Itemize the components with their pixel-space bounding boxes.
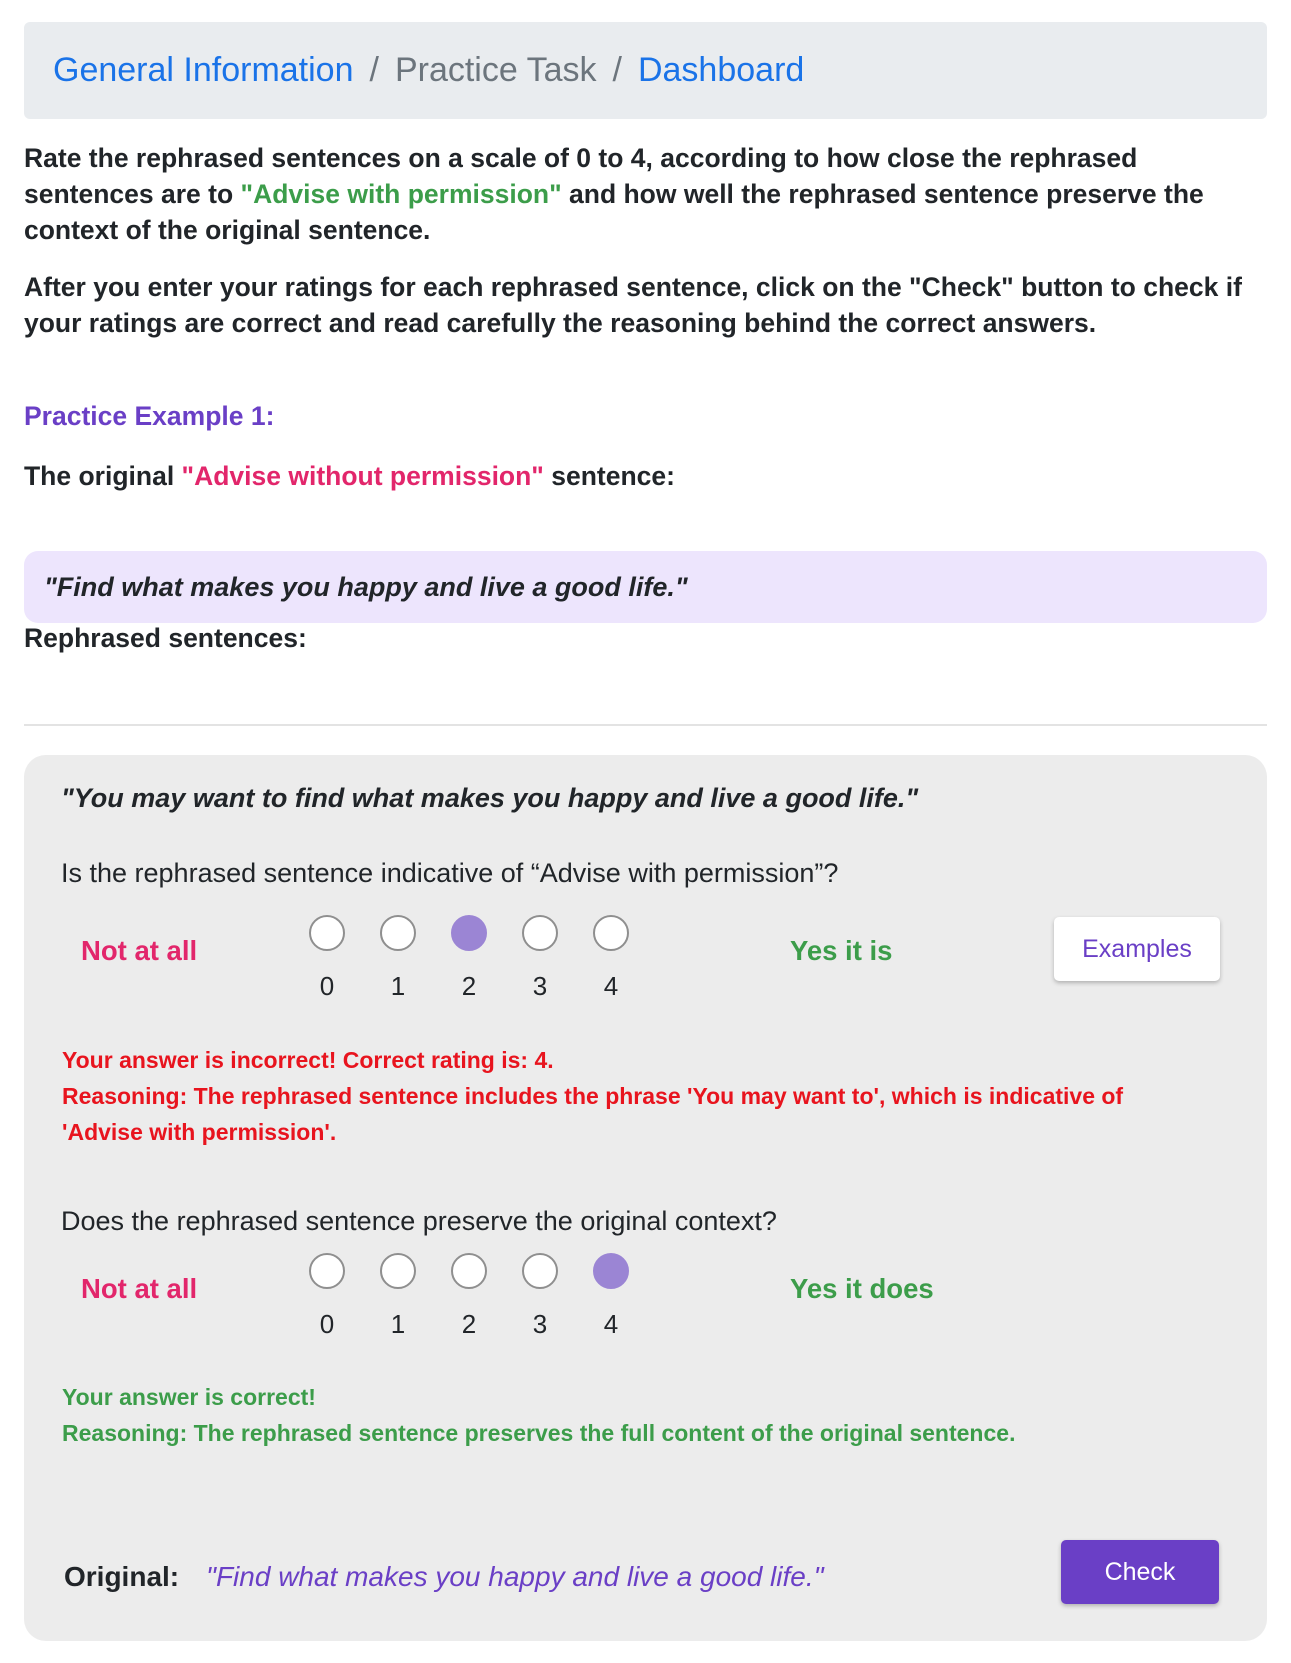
q2-radio-label: 3 [532,1309,548,1339]
target-style-highlight: "Advise with permission" [240,179,562,209]
breadcrumb-separator: / [369,51,379,89]
scale-min-label: Not at all [81,1273,198,1304]
original-label: Original: [64,1561,180,1592]
original-heading [24,458,1274,494]
practice-example-title: Practice Example 1: [24,401,275,431]
scale-max-label: Yes it does [790,1273,934,1304]
question-preserve-context: Does the rephrased sentence preserve the original context? [61,1206,777,1236]
q1-radio-2[interactable] [451,915,487,951]
q1-radio-label: 4 [603,971,619,1001]
q1-feedback-result: Your answer is incorrect! Correct rating is: 4. [62,1047,554,1073]
q1-radio-label: 0 [319,971,335,1001]
source-style-highlight: "Advise without permission" [181,461,544,491]
instructions-text: and how well the rephrased sentence preserve the context of the original sentence. [24,179,1204,245]
rephrased-sentence: "You may want to find what makes you happy and live a good life." [61,783,919,813]
q2-feedback-result: Your answer is correct! [62,1384,316,1410]
original-sentence-box [24,551,1267,623]
q1-radio-label: 2 [461,971,477,1001]
q2-radio-0[interactable] [309,1253,345,1289]
breadcrumb-general-information[interactable]: General Information [53,51,354,89]
instructions-check: After you enter your ratings for each rephrased sentence, click on the "Check" button to check if your ratings are correct and read carefully the reasoning behind the correct answers. [24,272,1242,338]
breadcrumb-dashboard[interactable]: Dashboard [637,51,805,89]
q2-radio-1[interactable] [380,1253,416,1289]
rephrased-heading: Rephrased sentences: [24,623,307,653]
examples-button[interactable]: Examples [1054,917,1220,981]
check-button[interactable]: Check [1061,1540,1219,1604]
q1-radio-4[interactable] [593,915,629,951]
q1-feedback [62,1042,1192,1150]
question-advise-with-permission: Is the rephrased sentence indicative of “Advise with permission”? [61,858,839,888]
q2-radio-4[interactable] [593,1253,629,1289]
q1-radio-0[interactable] [309,915,345,951]
q1-radio-label: 1 [390,971,406,1001]
breadcrumb-separator: / [612,51,622,89]
breadcrumb [24,22,1267,119]
original-sentence-reference: "Find what makes you happy and live a good life." [206,1561,824,1592]
divider [24,724,1267,726]
q2-radio-label: 1 [390,1309,406,1339]
q1-radio-3[interactable] [522,915,558,951]
instructions-rating [24,140,1274,248]
instructions-text: Rate the rephrased sentences on a scale of 0 to 4, according to how close the rephrased sentences are to [24,143,1138,209]
q2-radio-2[interactable] [451,1253,487,1289]
q1-feedback-reasoning: Reasoning: The rephrased sentence includes the phrase 'You may want to', which is indicative of 'Advise with permission'. [62,1083,1124,1145]
q2-radio-label: 4 [603,1309,619,1339]
q1-radio-label: 3 [532,971,548,1001]
rephrased-sentence-card [24,755,1267,1641]
q2-feedback [62,1379,1192,1451]
q2-radio-3[interactable] [522,1253,558,1289]
q1-radio-1[interactable] [380,915,416,951]
original-sentence: "Find what makes you happy and live a good life." [44,571,688,602]
scale-min-label: Not at all [81,935,198,966]
original-heading-text: The original [24,461,182,491]
q2-feedback-reasoning: Reasoning: The rephrased sentence preserves the full content of the original sentence. [62,1420,1016,1446]
original-heading-text: sentence: [543,461,675,491]
breadcrumb-practice-task: Practice Task [394,51,597,89]
q2-radio-label: 0 [319,1309,335,1339]
q2-radio-label: 2 [461,1309,477,1339]
scale-max-label: Yes it is [790,935,893,966]
